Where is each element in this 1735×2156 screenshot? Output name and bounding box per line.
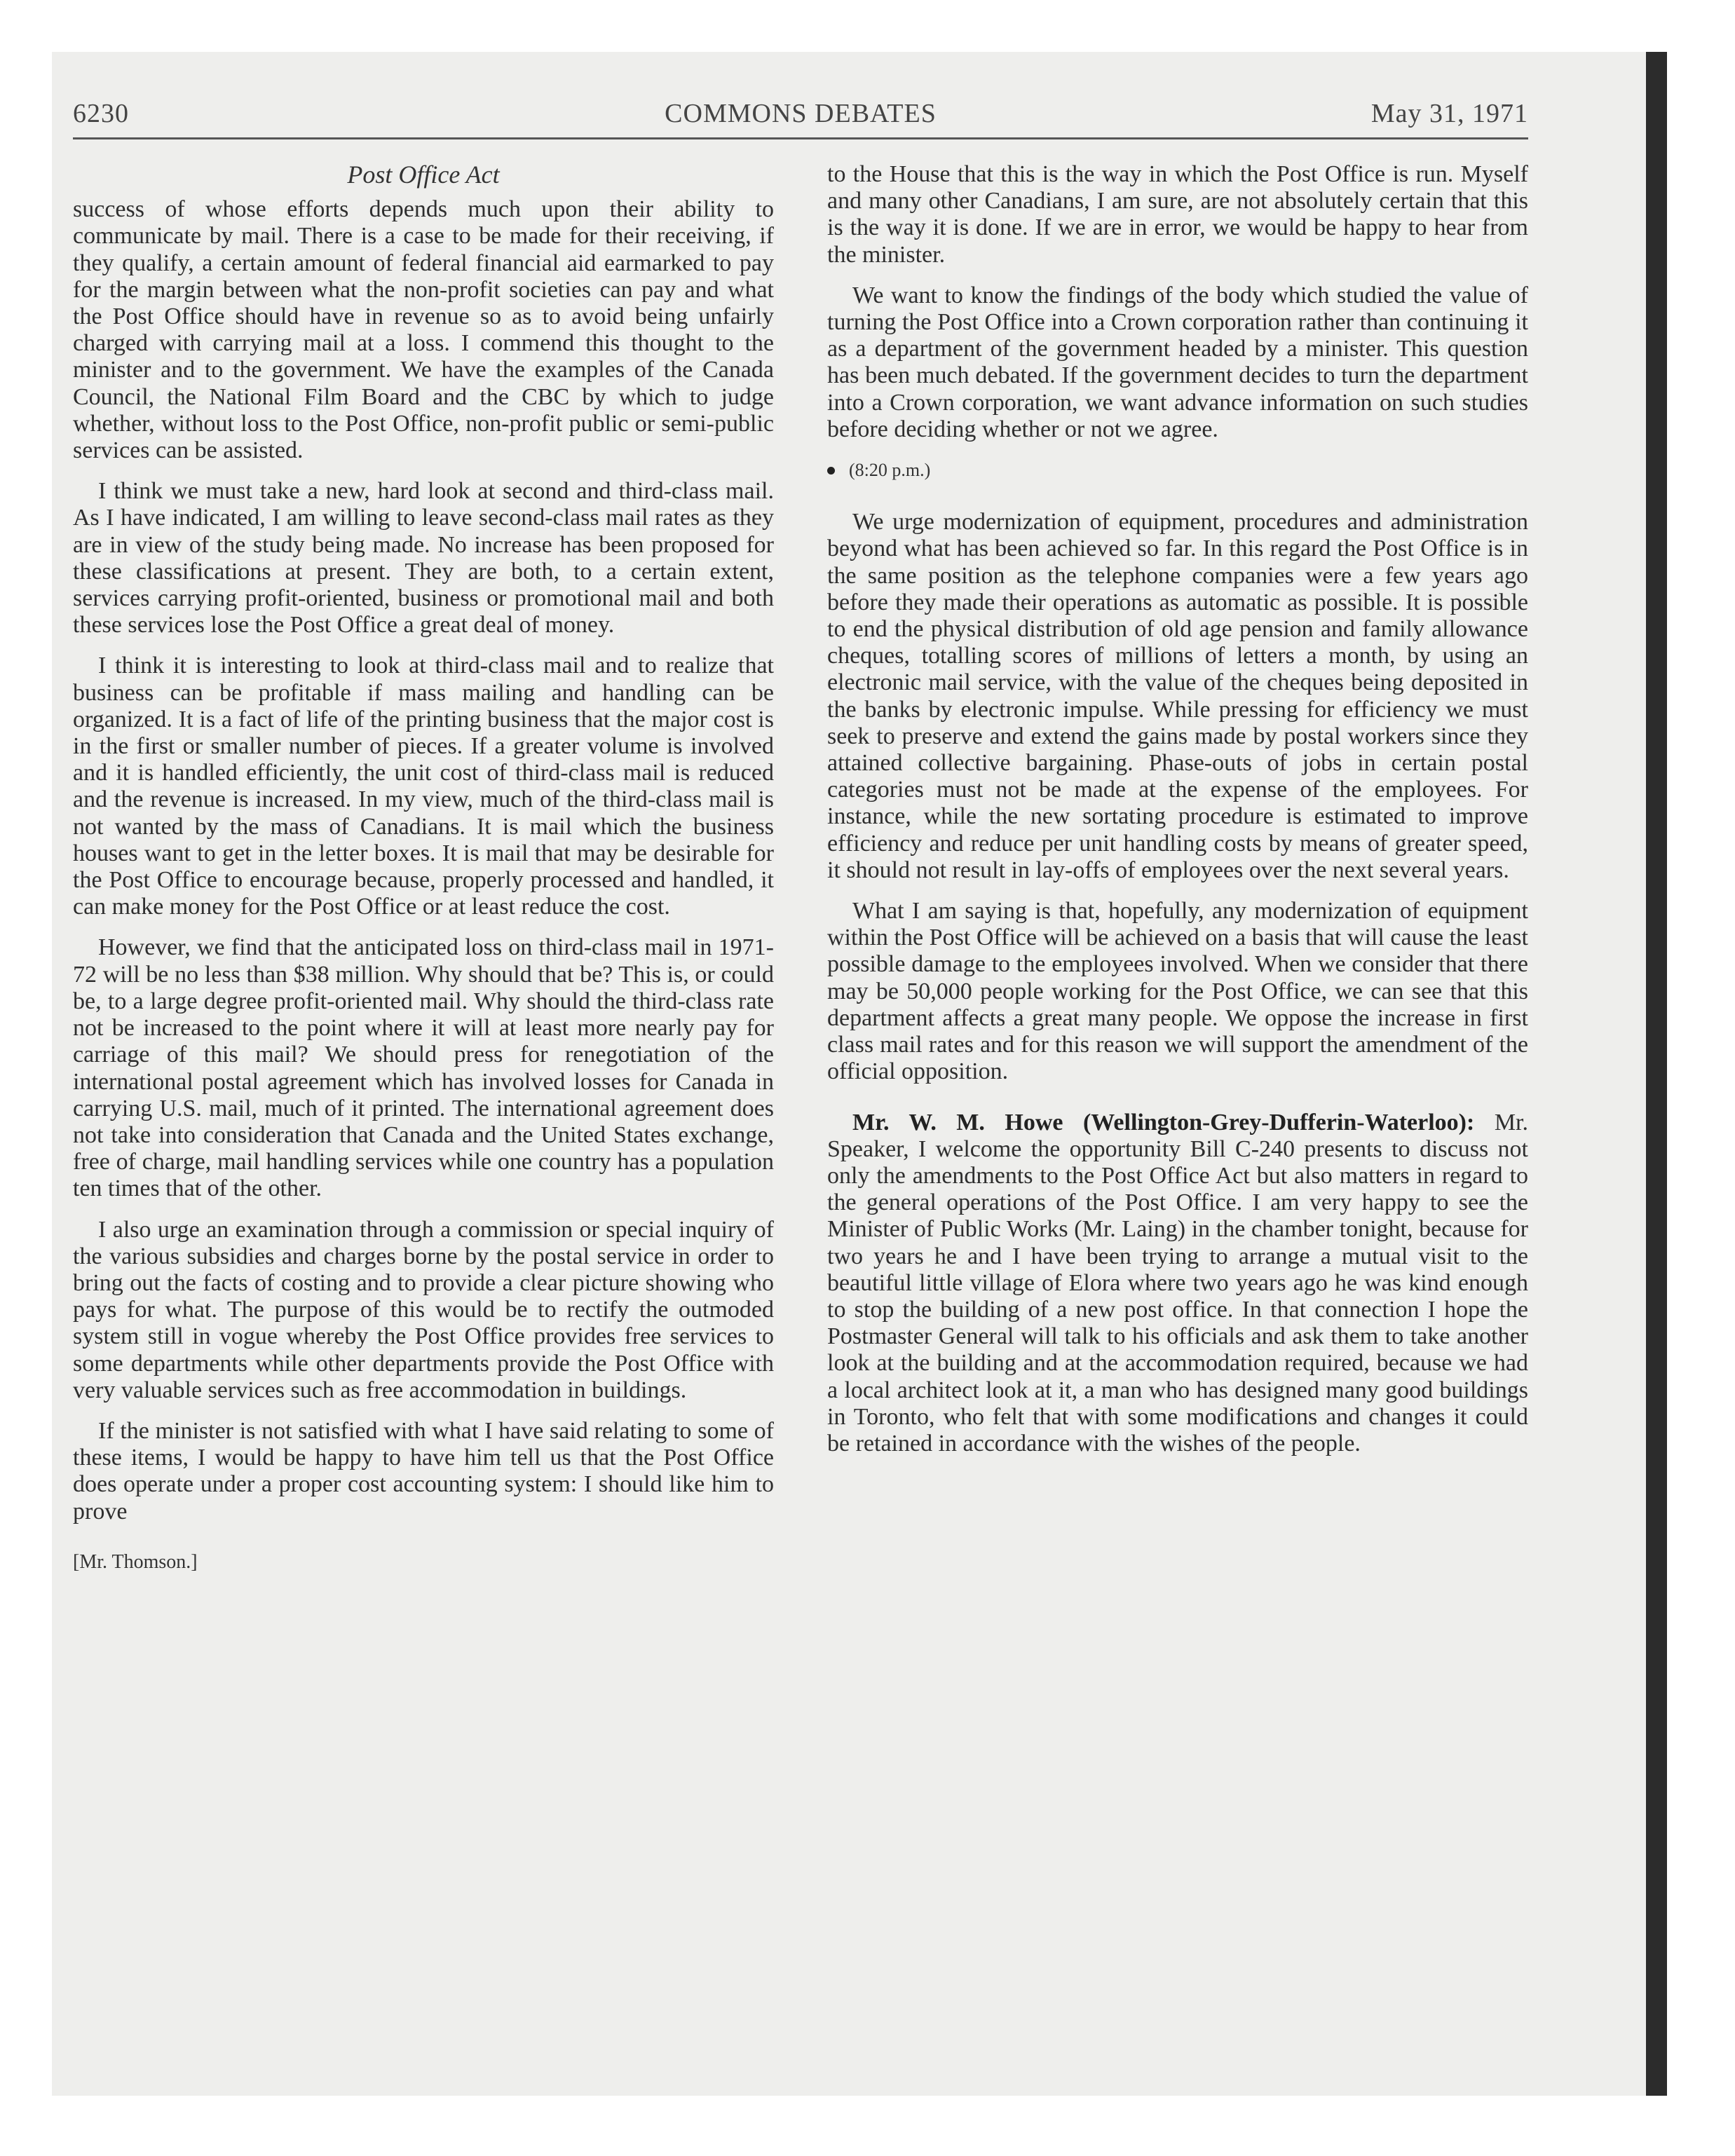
paragraph: If the minister is not satisfied with what I have said relating to some of these items, I would be happy to have him tell us that the Post Office does operate under a proper cost accounting system: I should like him to prove [73,1417,774,1524]
paragraph: What I am saying is that, hopefully, any modernization of equipment within the Post Office will be achieved on a basis that will cause the least possible damage to the employees involved. When we consider that there may be 50,000 people working for the Post Office, we can see that this department affects a great many people. We oppose the increase in first class mail rates and for this reason we will support the amendment of the official opposition. [827,898,1528,1085]
page-edge-shadow [1646,52,1667,2096]
publication-date: May 31, 1971 [1370,99,1528,128]
paragraph: I think we must take a new, hard look at second and third-class mail. As I have indicated, I am willing to leave second-class mail rates as they are in view of the study being made. No increase has been proposed for these classifications at present. They are both, to a certain extent, services carrying profit-oriented, business or promotional mail and both these services lose the Post Office a great deal of money. [73,478,774,639]
bullet-icon [827,467,835,475]
left-column [73,161,774,1576]
publication-title: COMMONS DEBATES [665,99,937,128]
speaker-attribution: [Mr. Thomson.] [73,1550,198,1573]
paragraph: I also urge an examination through a commission or special inquiry of the various subsidies and charges borne by the postal service in order to bring out the facts of costing and to provide a clear picture showing who pays for what. The purpose of this would be to rectify the outmoded system still in vogue whereby the Post Office provides free services to some departments while other departments provide the Post Office with very valuable services such as free accommodation in buildings. [73,1216,774,1403]
paragraph: However, we find that the anticipated loss on third-class mail in 1971-72 will be no less than $38 million. Why should that be? This is, or could be, to a large degree profit-oriented mail. Why should the third-class rate not be increased to the point where it will at least more nearly pay for carriage of this mail? We should press for renegotiation of the international postal agreement which has involved losses for Canada in carrying U.S. mail, much of it printed. The international agreement does not take into consideration that Canada and the United States exchange, free of charge, mail handling services while one country has a population ten times that of the other. [73,934,774,1202]
paragraph: We want to know the findings of the body which studied the value of turning the Post Office into a Crown corporation rather than continuing it as a department of the government headed by a minister. This question has been much debated. If the government decides to turn the department into a Crown corporation, we want advance information on such studies before deciding whether or not we agree. [827,282,1528,442]
timestamp [827,457,1528,484]
speaker-name: Mr. W. M. Howe (Wellington-Grey-Dufferin-Waterloo): [852,1109,1475,1135]
paragraph: We urge modernization of equipment, procedures and administration beyond what has been achieved so far. In this regard the Post Office is in the same position as the telephone companies were a few years ago before they made their operations as automatic as possible. It is possible to end the physical distribution of old age pension and family allowance cheques, totalling scores of millions of letters a month, by using an electronic mail service, with the value of the cheques being deposited in the banks by electronic impulse. While pressing for efficiency we must seek to preserve and extend the gains made by postal workers since they attained collective bargaining. Phase-outs of jobs in certain postal categories must not be made at the expense of the employees. For instance, while the new sortating procedure is estimated to improve efficiency and reduce per unit handling costs by means of greater speed, it should not result in lay-offs of employees over the next several years. [827,509,1528,883]
section-title: Post Office Act [347,161,500,189]
paragraph: success of whose efforts depends much upon their ability to communicate by mail. There is a case to be made for their receiving, if they qualify, a certain amount of federal financial aid earmarked to pay for the margin between what the non-profit societies can pay and what the Post Office should have in revenue so as to avoid being unfairly charged with carrying mail at a loss. I commend this thought to the minister and to the government. We have the examples of the Canada Council, the National Film Board and the CBC by which to judge whether, without loss to the Post Office, non-profit public or semi-public services can be assisted. [73,196,774,464]
right-column [827,161,1528,1471]
speech-paragraph [827,1110,1528,1458]
timestamp-text: (8:20 p.m.) [849,460,931,481]
paragraph: to the House that this is the way in which the Post Office is run. Myself and many other Canadians, I am sure, are not absolutely certain that this is the way it is done. If we are in error, we would be happy to hear from the minister. [827,161,1528,268]
page-header [73,98,1528,139]
page-number: 6230 [73,99,129,128]
speech-text: Mr. Speaker, I welcome the opportunity Bill C-240 presents to discuss not only the amendments to the Post Office Act but also matters in regard to the general operations of the Post Office. I am very happy to see the Minister of Public Works (Mr. Laing) in the chamber tonight, because for two years he and I have been trying to arrange a mutual visit to the beautiful little village of Elora where two years ago he was kind enough to stop the building of a new post office. In that connection I hope the Postmaster General will talk to his officials and ask them to take another look at the building and at the accommodation required, because we had a local architect look at it, a man who has designed many good buildings in Toronto, who felt that with some modifications and changes it could be retained in accordance with the wishes of the people. [827,1109,1529,1456]
paragraph: I think it is interesting to look at third-class mail and to realize that business can be profitable if mass mailing and handling can be organized. It is a fact of life of the printing business that the major cost is in the first or smaller number of pieces. If a greater volume is involved and it is handled efficiently, the unit cost of third-class mail is reduced and the revenue is increased. In my view, much of the third-class mail is not wanted by the mass of Canadians. It is mail which the business houses want to get in the letter boxes. It is mail that may be desirable for the Post Office to encourage because, properly processed and handled, it can make money for the Post Office or at least reduce the cost. [73,653,774,920]
